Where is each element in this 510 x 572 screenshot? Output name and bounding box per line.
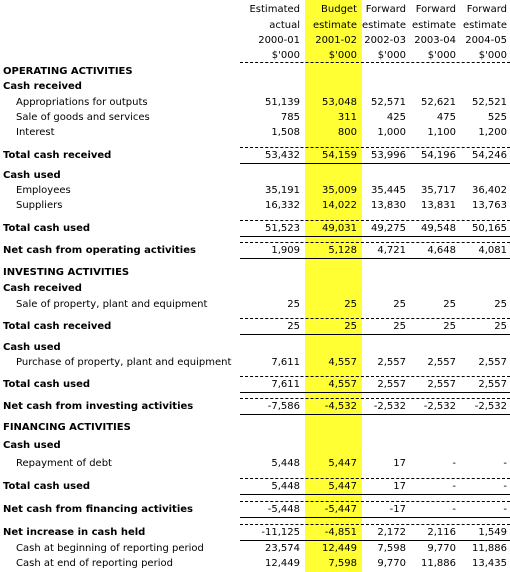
subtotal-rule xyxy=(240,147,510,148)
value-cell: 17 xyxy=(393,458,406,469)
value-cell: - xyxy=(452,504,456,515)
value-cell: 49,275 xyxy=(371,223,406,234)
value-cell: 5,448 xyxy=(271,458,300,469)
value-cell: 52,521 xyxy=(472,97,507,108)
value-cell: 54,159 xyxy=(322,150,357,161)
subtotal-rule xyxy=(240,376,510,377)
row-label: Cash used xyxy=(3,342,61,353)
row-label: Purchase of property, plant and equipment xyxy=(16,357,232,368)
value-cell: 13,830 xyxy=(371,200,406,211)
value-cell: 5,447 xyxy=(328,458,357,469)
value-cell: 50,165 xyxy=(472,223,507,234)
section-row xyxy=(0,420,510,435)
value-cell: 35,191 xyxy=(265,185,300,196)
row-label: Repayment of debt xyxy=(16,458,112,469)
value-cell: 475 xyxy=(436,112,456,123)
value-cell: 4,557 xyxy=(328,357,357,368)
subtotal-rule xyxy=(240,220,510,221)
value-cell: 2,557 xyxy=(377,357,406,368)
value-cell: 17 xyxy=(393,481,406,492)
total-rule xyxy=(240,258,510,259)
value-cell: 25 xyxy=(344,299,357,310)
value-cell: 54,246 xyxy=(472,150,507,161)
row-label: Total cash used xyxy=(3,481,91,492)
value-cell: 2,116 xyxy=(427,527,456,538)
value-cell: -2,532 xyxy=(423,401,456,412)
value-cell: 9,770 xyxy=(377,558,406,569)
table-row xyxy=(0,198,510,213)
row-label: Employees xyxy=(16,185,71,196)
value-cell: 1,100 xyxy=(427,127,456,138)
header-cell: $'000 xyxy=(427,50,456,61)
value-cell: 13,763 xyxy=(472,200,507,211)
value-cell: 16,332 xyxy=(265,200,300,211)
header-cell: 2002-03 xyxy=(364,35,406,46)
header-cell: $'000 xyxy=(377,50,406,61)
row-label: Sale of property, plant and equipment xyxy=(16,299,208,310)
value-cell: 54,196 xyxy=(421,150,456,161)
total-row xyxy=(0,502,510,517)
value-cell: 49,548 xyxy=(421,223,456,234)
value-cell: 11,886 xyxy=(421,558,456,569)
subhead-row xyxy=(0,340,510,355)
row-label: Net cash from financing activities xyxy=(3,504,193,515)
value-cell: 53,996 xyxy=(371,150,406,161)
row-label: Total cash received xyxy=(3,150,112,161)
row-label: FINANCING ACTIVITIES xyxy=(3,422,131,433)
row-label: Cash received xyxy=(3,81,82,92)
value-cell: -7,586 xyxy=(267,401,300,412)
value-cell: 1,000 xyxy=(377,127,406,138)
value-cell: 2,557 xyxy=(427,379,456,390)
value-cell: - xyxy=(503,458,507,469)
header-cell: estimate xyxy=(462,20,507,31)
row-label: Net increase in cash held xyxy=(3,527,146,538)
header-line xyxy=(0,48,510,63)
value-cell: 53,432 xyxy=(265,150,300,161)
value-cell: 14,022 xyxy=(322,200,357,211)
value-cell: 5,447 xyxy=(328,481,357,492)
row-label: Net cash from operating activities xyxy=(3,245,196,256)
subhead-row xyxy=(0,168,510,183)
table-row xyxy=(0,541,510,556)
value-cell: 1,508 xyxy=(271,127,300,138)
value-cell: 52,571 xyxy=(371,97,406,108)
value-cell: 53,048 xyxy=(322,97,357,108)
subtotal-rule xyxy=(240,242,510,243)
header-cell: estimate xyxy=(411,20,456,31)
header-cell: Forward xyxy=(415,4,456,15)
value-cell: 5,448 xyxy=(271,481,300,492)
row-label: Cash received xyxy=(3,283,82,294)
value-cell: 2,557 xyxy=(478,379,507,390)
total-rule xyxy=(240,414,510,415)
value-cell: 35,717 xyxy=(421,185,456,196)
value-cell: -4,532 xyxy=(324,401,357,412)
row-label: Total cash used xyxy=(3,379,91,390)
table-row xyxy=(0,95,510,110)
row-label: Cash at end of reporting period xyxy=(16,558,173,569)
header-cell: 2004-05 xyxy=(465,35,507,46)
total-row xyxy=(0,399,510,414)
value-cell: -4,851 xyxy=(324,527,357,538)
value-cell: 525 xyxy=(487,112,507,123)
total-rule xyxy=(240,517,510,518)
value-cell: 2,557 xyxy=(478,357,507,368)
row-label: Cash used xyxy=(3,440,61,451)
value-cell: 7,611 xyxy=(271,357,300,368)
row-label: Interest xyxy=(16,127,55,138)
value-cell: - xyxy=(452,481,456,492)
value-cell: 35,445 xyxy=(371,185,406,196)
value-cell: 7,598 xyxy=(328,558,357,569)
header-cell: Budget xyxy=(321,4,357,15)
header-cell: 2000-01 xyxy=(258,35,300,46)
header-cell: $'000 xyxy=(271,50,300,61)
value-cell: -2,532 xyxy=(474,401,507,412)
table-row xyxy=(0,125,510,140)
header-cell: estimate xyxy=(312,20,357,31)
header-line xyxy=(0,33,510,48)
value-cell: 49,031 xyxy=(322,223,357,234)
section-row xyxy=(0,265,510,280)
row-label: Suppliers xyxy=(16,200,63,211)
total-row xyxy=(0,148,510,163)
value-cell: 2,557 xyxy=(377,379,406,390)
value-cell: -11,125 xyxy=(261,527,300,538)
header-cell: actual xyxy=(269,20,300,31)
value-cell: 12,449 xyxy=(322,543,357,554)
header-line xyxy=(0,18,510,33)
value-cell: 13,435 xyxy=(472,558,507,569)
value-cell: 4,648 xyxy=(427,245,456,256)
total-row xyxy=(0,243,510,258)
value-cell: 25 xyxy=(287,299,300,310)
value-cell: - xyxy=(503,481,507,492)
value-cell: 425 xyxy=(386,112,406,123)
value-cell: 311 xyxy=(337,112,357,123)
header-cell: 2001-02 xyxy=(315,35,357,46)
value-cell: 4,557 xyxy=(328,379,357,390)
value-cell: 25 xyxy=(344,321,357,332)
value-cell: 25 xyxy=(494,299,507,310)
value-cell: 1,549 xyxy=(478,527,507,538)
value-cell: 13,831 xyxy=(421,200,456,211)
header-cell: $'000 xyxy=(478,50,507,61)
subtotal-rule xyxy=(240,478,510,479)
value-cell: 25 xyxy=(393,299,406,310)
value-cell: 52,621 xyxy=(421,97,456,108)
total-row xyxy=(0,377,510,392)
row-label: Net cash from investing activities xyxy=(3,401,194,412)
table-row xyxy=(0,556,510,571)
total-row xyxy=(0,319,510,334)
value-cell: 785 xyxy=(280,112,300,123)
value-cell: 35,009 xyxy=(322,185,357,196)
value-cell: 800 xyxy=(337,127,357,138)
total-rule xyxy=(240,163,510,164)
value-cell: 2,172 xyxy=(377,527,406,538)
header-cell: Forward xyxy=(466,4,507,15)
table-row xyxy=(0,297,510,312)
value-cell: 36,402 xyxy=(472,185,507,196)
subhead-row xyxy=(0,438,510,453)
value-cell: 1,909 xyxy=(271,245,300,256)
value-cell: 7,611 xyxy=(271,379,300,390)
value-cell: 4,721 xyxy=(377,245,406,256)
value-cell: 5,128 xyxy=(328,245,357,256)
header-cell: 2003-04 xyxy=(414,35,456,46)
subtotal-rule xyxy=(240,398,510,399)
value-cell: -5,447 xyxy=(324,504,357,515)
header-cell: $'000 xyxy=(328,50,357,61)
table-row xyxy=(0,110,510,125)
row-label: Total cash received xyxy=(3,321,112,332)
header-cell: Estimated xyxy=(249,4,300,15)
table-row xyxy=(0,183,510,198)
value-cell: 51,139 xyxy=(265,97,300,108)
subhead-row xyxy=(0,79,510,94)
subhead-row xyxy=(0,281,510,296)
section-row xyxy=(0,64,510,79)
value-cell: -2,532 xyxy=(373,401,406,412)
value-cell: 4,081 xyxy=(478,245,507,256)
value-cell: - xyxy=(503,504,507,515)
value-cell: 7,598 xyxy=(377,543,406,554)
value-cell: 2,557 xyxy=(427,357,456,368)
row-label: INVESTING ACTIVITIES xyxy=(3,267,130,278)
total-rule xyxy=(240,494,510,495)
row-label: Appropriations for outputs xyxy=(16,97,148,108)
value-cell: 51,523 xyxy=(265,223,300,234)
value-cell: -5,448 xyxy=(267,504,300,515)
value-cell: 12,449 xyxy=(265,558,300,569)
subtotal-rule xyxy=(240,501,510,502)
header-line xyxy=(0,2,510,17)
total-row xyxy=(0,221,510,236)
row-label: OPERATING ACTIVITIES xyxy=(3,66,133,77)
row-label: Sale of goods and services xyxy=(16,112,150,123)
value-cell: - xyxy=(452,458,456,469)
header-cell: Forward xyxy=(365,4,406,15)
table-row xyxy=(0,355,510,370)
subtotal-rule xyxy=(240,524,510,525)
value-cell: 23,574 xyxy=(265,543,300,554)
value-cell: 25 xyxy=(393,321,406,332)
total-row xyxy=(0,525,510,540)
subtotal-rule xyxy=(240,318,510,319)
total-rule xyxy=(240,236,510,237)
table-row xyxy=(0,456,510,471)
value-cell: 9,770 xyxy=(427,543,456,554)
value-cell: 25 xyxy=(494,321,507,332)
value-cell: 25 xyxy=(287,321,300,332)
header-cell: estimate xyxy=(361,20,406,31)
header-rule xyxy=(240,62,510,63)
value-cell: -17 xyxy=(389,504,406,515)
row-label: Total cash used xyxy=(3,223,91,234)
value-cell: 11,886 xyxy=(472,543,507,554)
value-cell: 1,200 xyxy=(478,127,507,138)
total-rule xyxy=(240,334,510,335)
total-rule xyxy=(240,392,510,393)
row-label: Cash used xyxy=(3,170,61,181)
value-cell: 25 xyxy=(443,299,456,310)
row-label: Cash at beginning of reporting period xyxy=(16,543,204,554)
value-cell: 25 xyxy=(443,321,456,332)
total-row xyxy=(0,479,510,494)
